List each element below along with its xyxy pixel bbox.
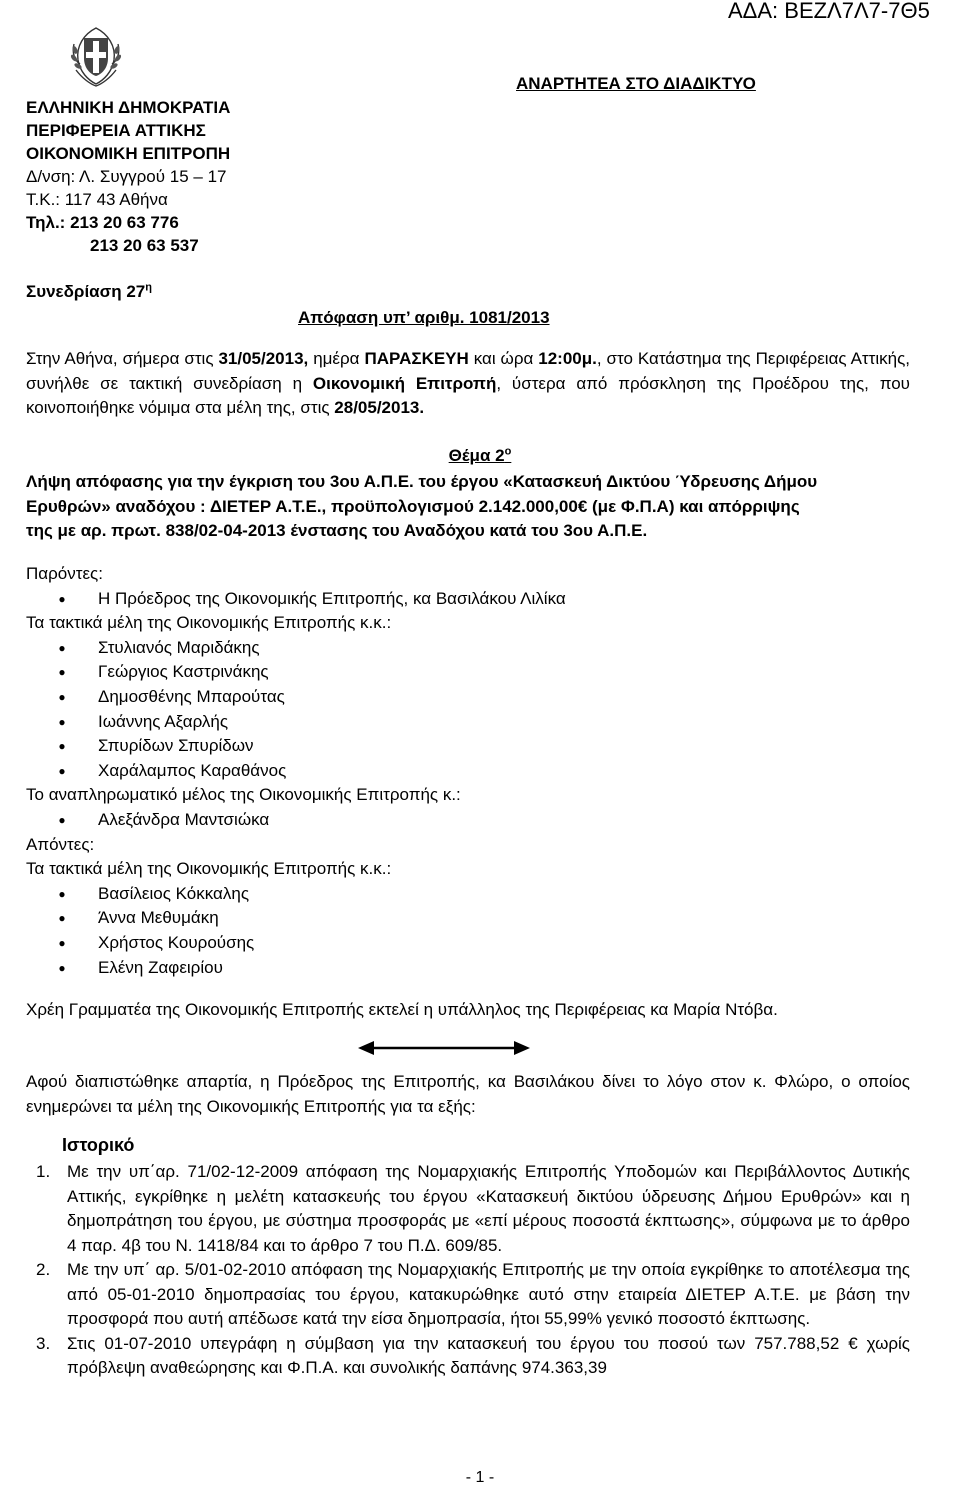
intro-text-4: , στο Κατάστημα της Περιφέρειας Αττικής, συνήλθε σε τακτική συνεδρίαση η — [26, 349, 911, 393]
history-item — [36, 1258, 910, 1332]
bullet-icon: ● — [58, 886, 66, 901]
double-arrow-icon — [358, 1040, 530, 1056]
secretary-paragraph: Χρέη Γραμματέα της Οικονομικής Επιτροπής εκτελεί η υπάλληλος της Περιφέρειας κα Μαρία Ντόβα. — [26, 1000, 778, 1019]
member-name: Χαράλαμπος Καραθάνος — [98, 760, 287, 780]
header-phone-2: 213 20 63 537 — [90, 236, 199, 255]
present-label: Παρόντες: — [26, 564, 103, 583]
bullet-icon: ● — [58, 935, 66, 950]
topic-sup: ο — [504, 445, 512, 458]
member-name: Σπυρίδων Σπυρίδων — [98, 736, 254, 756]
member-name: Άννα Μεθυμάκη — [98, 908, 219, 928]
subject-line-2: Ερυθρών» αναδόχου : ΔΙΕΤΕΡ Α.Τ.Ε., προϋπολογισμού 2.142.000,00€ (με Φ.Π.Α) και απόρριψης — [26, 496, 800, 516]
list-item — [26, 882, 566, 907]
attendance-section — [26, 562, 566, 980]
topic-heading — [0, 444, 960, 469]
item-number: 2. — [36, 1260, 51, 1279]
bullet-icon: ● — [58, 689, 66, 704]
president-item — [26, 587, 566, 612]
list-item — [26, 636, 566, 661]
list-item — [26, 931, 566, 956]
bullet-icon: ● — [58, 812, 66, 827]
intro-time: 12:00μ. — [538, 349, 597, 368]
history-item — [36, 1332, 910, 1381]
list-item — [26, 660, 566, 685]
member-name: Στυλιανός Μαριδάκης — [98, 637, 260, 657]
intro-invite-date: 28/05/2013. — [334, 398, 425, 417]
intro-committee: Οικονομική Επιτροπή — [312, 373, 497, 393]
bullet-icon: ● — [58, 640, 66, 655]
header-phone-1: Τηλ.: 213 20 63 776 — [26, 213, 179, 232]
subject-line-3: της με αρ. πρωτ. 838/02-04-2013 ένστασης του Αναδόχου κατά του 3ου Α.Π.Ε. — [26, 521, 648, 540]
president-name: Η Πρόεδρος της Οικονομικής Επιτροπής, κα Βασιλάκου Λιλίκα — [98, 588, 566, 608]
item-text: Στις 01-07-2010 υπεγράφη η σύμβαση για την κατασκευή του έργου του ποσού των 757.788,52 € χωρίς πρόβλεψη αναθεώρησης και Φ.Π.Α. και συνολικής δαπάνης 974.363,39 — [67, 1333, 910, 1377]
item-number: 1. — [36, 1162, 51, 1181]
subject-line-1: Λήψη απόφασης για την έγκριση του 3ου Α.Π.Ε. του έργου «Κατασκευή Δικτύου Ύδρευσης Δήμου — [26, 472, 818, 491]
intro-text-5: , ύστερα από πρόσκληση της Προέδρου της, που κοινοποιήθηκε νόμιμα στα μέλη της, στις — [26, 373, 910, 417]
intro-text-2: ημέρα — [313, 349, 365, 368]
bullet-icon: ● — [58, 960, 66, 975]
header-committee: ΟΙΚΟΝΟΜΙΚΗ ΕΠΙΤΡΟΠΗ — [26, 144, 231, 163]
topic-label: Θέμα 2 — [448, 446, 505, 465]
item-text: Με την υπ΄αρ. 71/02-12-2009 απόφαση της Νομαρχιακής Επιτροπής Υποδομών και Περιβάλλοντος Δυτικής Αττικής, εγκρίθηκε η μελέτη κατασκευής του έργου «Κατασκευή δικτύου ύδρευσης Δήμου Ερυθρών» και η δημοπράτηση του έργου, με σύστημα προσφοράς με «επί μέρους ποσοστά έκπτωσης», σύμφωνα με το άρθρο 4 παρ. 4β του Ν. 1418/84 και το άρθρο 7 του Π.Δ. 609/85. — [67, 1162, 910, 1255]
list-item — [26, 685, 566, 710]
header-postcode: Τ.Κ.: 117 43 Αθήνα — [26, 190, 168, 209]
decision-number: Απόφαση υπ’ αριθμ. 1081/2013 — [298, 308, 550, 327]
list-item — [26, 710, 566, 735]
member-name: Αλεξάνδρα Μαντσιώκα — [98, 809, 270, 829]
item-text: Με την υπ΄ αρ. 5/01-02-2010 απόφαση της Νομαρχιακής Επιτροπής με την οποία εγκρίθηκε το αποτέλεσμα της από 05-01-2010 δημοπρασίας του έργου, κατακυρώθηκε αυτό στην εταιρεία ΔΙΕΤΕΡ Α.Τ.Ε. με βάση την προσφορά που αυτή απέδωσε κατά την είσα δημοπρασία, ήτοι 55,99% γενικό ποσοστό έκπτωσης. — [67, 1260, 910, 1328]
intro-day: ΠΑΡΑΣΚΕΥΗ — [364, 349, 469, 368]
list-item — [26, 734, 566, 759]
bullet-icon: ● — [58, 714, 66, 729]
bullet-icon: ● — [58, 911, 66, 926]
alternate-member-label: Το αναπληρωματικό μέλος της Οικονομικής Επιτροπής κ.: — [26, 785, 461, 805]
member-name: Χρήστος Κουρούσης — [98, 932, 255, 952]
session-sup: η — [145, 281, 152, 294]
intro-paragraph — [26, 347, 910, 421]
intro-text-3: και ώρα — [468, 349, 539, 368]
publish-online-notice: ΑΝΑΡΤΗΤΕΑ ΣΤΟ ΔΙΑΔΙΚΤΥΟ — [516, 74, 756, 93]
bullet-icon: ● — [58, 591, 66, 606]
regular-members-label: Τα τακτικά μέλη της Οικονομικής Επιτροπής κ.κ.: — [26, 613, 392, 633]
history-heading: Ιστορικό — [62, 1135, 135, 1155]
list-item — [26, 956, 566, 981]
greek-emblem-icon — [66, 24, 126, 88]
list-item — [26, 906, 566, 931]
member-name: Βασίλειος Κόκκαλης — [98, 883, 250, 903]
header-address: Δ/νση: Λ. Συγγρού 15 – 17 — [26, 167, 227, 186]
topic-subject — [26, 470, 926, 544]
item-number: 3. — [36, 1333, 51, 1353]
member-name: Δημοσθένης Μπαρούτας — [98, 686, 285, 706]
page-number: - 1 - — [465, 1469, 495, 1486]
header-country: ΕΛΛΗΝΙΚΗ ΔΗΜΟΚΡΑΤΙΑ — [26, 98, 231, 117]
regular-members-label-absent: Τα τακτικά μέλη της Οικονομικής Επιτροπής κ.κ.: — [26, 859, 392, 879]
history-item — [36, 1160, 910, 1258]
list-item — [26, 808, 566, 833]
intro-text-1: Στην Αθήνα, σήμερα στις — [26, 349, 219, 368]
member-name: Γεώργιος Καστρινάκης — [98, 662, 269, 682]
absent-label: Απόντες: — [26, 834, 95, 854]
session-label: Συνεδρίαση 27 — [26, 282, 146, 301]
session-number — [26, 280, 152, 305]
intro-date: 31/05/2013, — [218, 349, 314, 368]
ada-code: ΑΔΑ: ΒΕΖΛ7Λ7-7Θ5 — [728, 0, 930, 23]
member-name: Ιωάννης Αξαρλής — [98, 711, 229, 731]
bullet-icon: ● — [58, 739, 66, 754]
quorum-paragraph: Αφού διαπιστώθηκε απαρτία, η Πρόεδρος της Επιτροπής, κα Βασιλάκου δίνει το λόγο στον κ. Φλώρο, ο οποίος ενημερώνει τα μέλη της Οικονομικής Επιτροπής για τα εξής: — [26, 1072, 910, 1116]
member-name: Ελένη Ζαφειρίου — [98, 957, 223, 977]
header-region: ΠΕΡΙΦΕΡΕΙΑ ΑΤΤΙΚΗΣ — [26, 121, 206, 140]
issuer-header — [26, 96, 230, 257]
bullet-icon: ● — [58, 665, 66, 680]
bullet-icon: ● — [58, 763, 66, 778]
history-list — [36, 1160, 910, 1381]
list-item — [26, 759, 566, 784]
